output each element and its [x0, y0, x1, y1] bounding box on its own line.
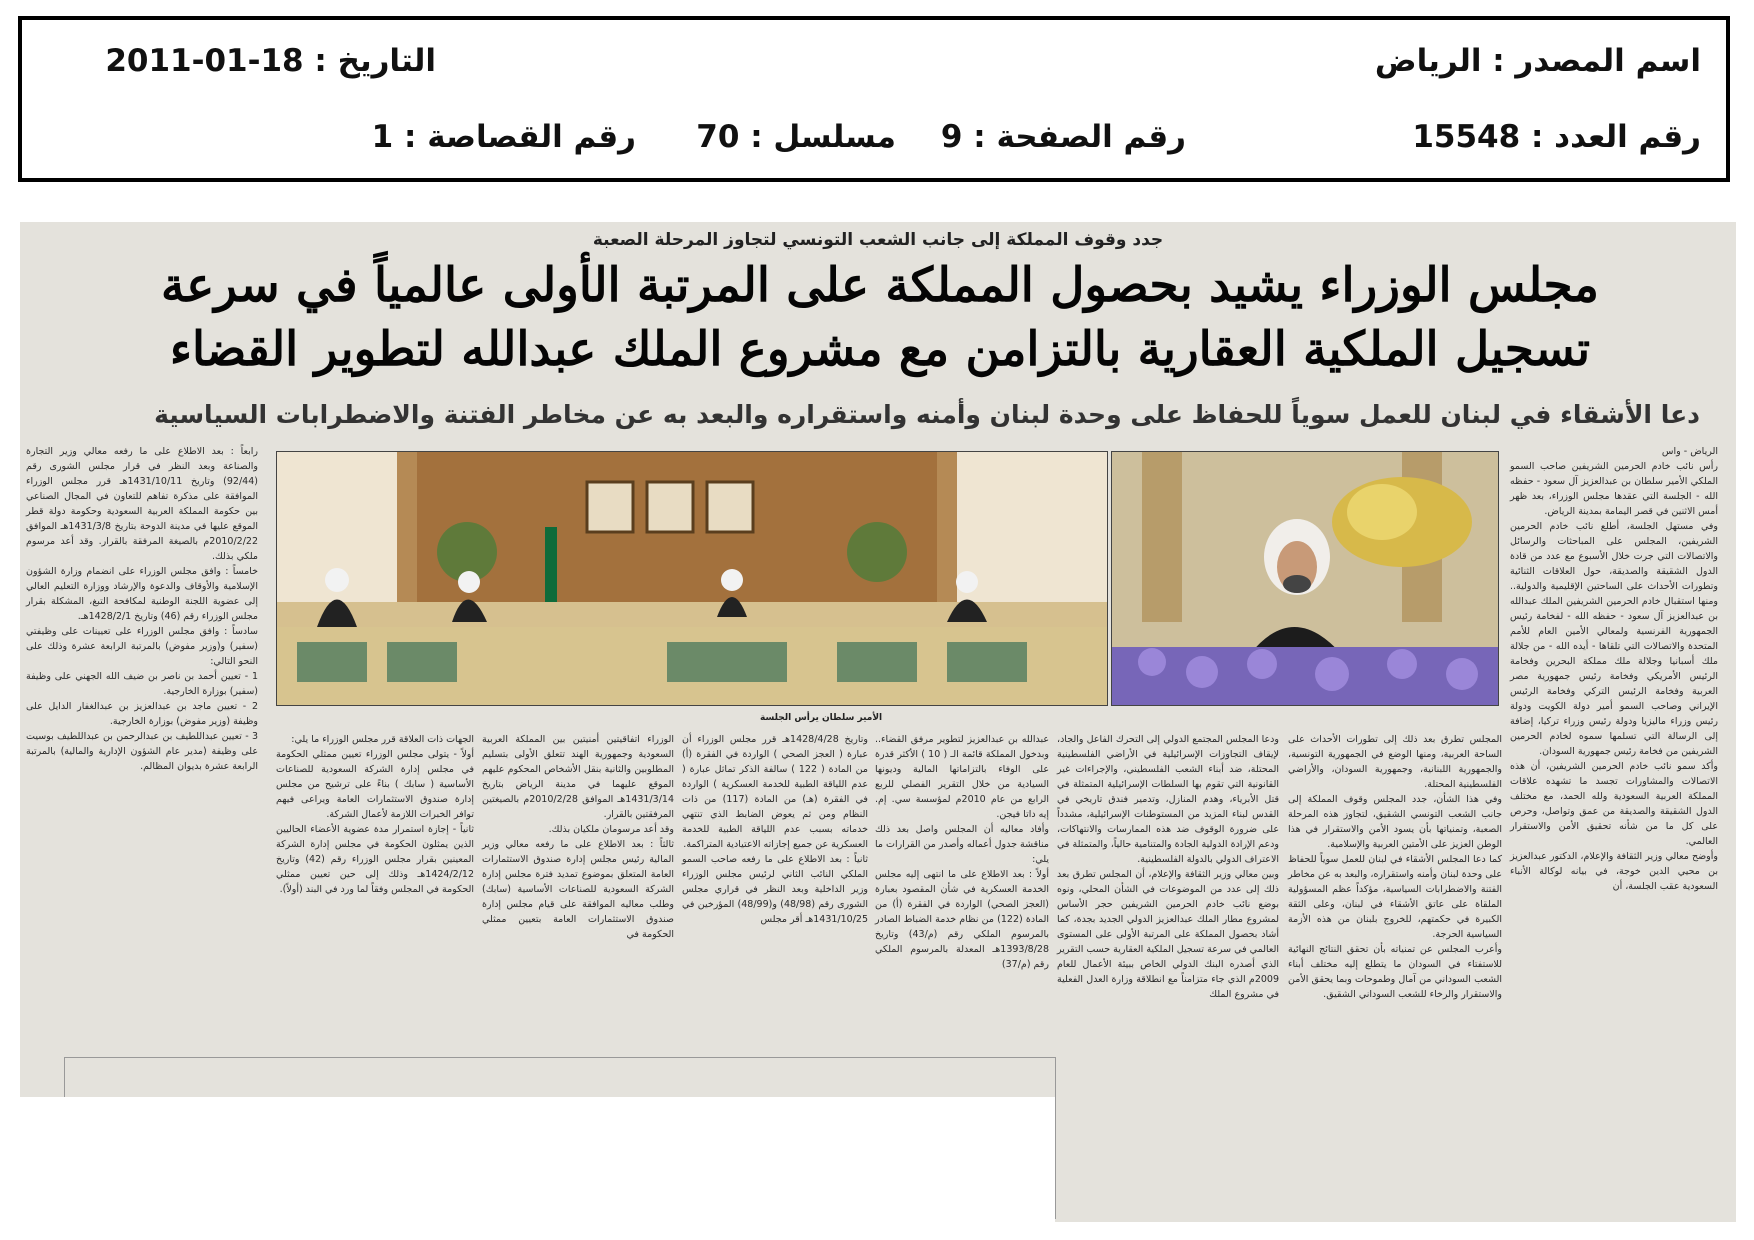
column-text: وتاريخ 1428/4/28هـ قرر مجلس الوزراء أن عبارة ( العجز الصحي ) الواردة في الفقرة (أ) من المادة ( 122 ) سالفة الذكر تماثل عبارة ( عدم اللياقة الطبية للخدمة العسكرية ) الواردة في الفقرة (هـ) من المادة (117) من ذات النظام ومن ثم يعوض الضابط الذي تنتهي خدماته بسبب عدم اللياقة الطبية للخدمة العسكرية عن جميع إجازاته الاعتيادية المتراكمة. ثانياً : بعد الاطلاع على ما رفعه صاحب السمو الملكي النائب الثاني لرئيس مجلس الوزراء وزير الداخلية وبعد النظر في قراري مجلس الشورى رقم (48/98) و(48/99) المؤرخين في 1431/10/25هـ أقر مجلس: [682, 734, 869, 925]
page-number: رقم الصفحة : 9: [940, 119, 1186, 155]
column-text: المجلس تطرق بعد ذلك إلى تطورات الأحداث على الساحة العربية، ومنها الوضع في الجمهورية التونسية، والجمهورية اللبنانية، وجمهورية السودان، والأراضي الفلسطينية المحتلة. وفي هذا الشأن، جدد المجلس وقوف المملكة إلى جانب الشعب التونسي الشقيق، لتجاوز هذه المرحلة الصعبة، وتمنياتها بأن يسود الأمن والاستقرار في هذا الوطن العزيز على الأمتين العربية والإسلامية. كما دعا المجلس الأشقاء في لبنان للعمل سوياً للحفاظ على وحدة لبنان وأمنه واستقراره، والبعد به عن مخاطر الفتنة والاضطرابات السياسية، مؤكداً عظم المسؤولية الملقاة على عاتق الأشقاء في لبنان، وعلى الثقة الكبيرة في حكمتهم، للخروج بلبنان من هذه الأزمة السياسية الحرجة. وأعرب المجلس عن تمنياته بأن تحقق النتائج النهائية للاستفتاء في السودان ما يتطلع إليه مختلف أبناء الشعب السوداني من آمال وطموحات وبما يحقق الأمن والاستقرار والرخاء للشعب السوداني الشقيق.: [1288, 734, 1502, 1000]
source-name: اسم المصدر : الرياض: [1374, 43, 1701, 79]
article-column-left: [26, 444, 258, 1042]
photo-illustration: [277, 452, 1107, 705]
article-kicker: جدد وقوف المملكة إلى جانب الشعب التونسي لتجاوز المرحلة الصعبة: [592, 230, 1164, 250]
column-text: الوزراء اتفاقيتين أمنيتين بين المملكة العربية السعودية وجمهورية الهند تتعلق الأولى بتسليم المطلوبين والثانية بنقل الأشخاص المحكوم عليهم الموقع عليهما في مدينة الرياض بتاريخ 1431/3/14هـ الموافق 2010/2/28م بالصيغتين المرفقتين بالقرار. وقد أعد مرسومان ملكيان بذلك. ثالثاً : بعد الاطلاع على ما رفعه معالي وزير المالية رئيس مجلس إدارة صندوق الاستثمارات العامة المتعلق بموضوع تمديد فترة مجلس إدارة الشركة السعودية للصناعات الأساسية (سابك) وطلب معاليه الموافقة على قيام مجلس إدارة صندوق الاستثمارات العامة بتعيين ممثلي الحكومة في: [482, 734, 674, 940]
article-column-b2: [1057, 732, 1279, 1222]
cabinet-session-photo: [276, 451, 1108, 706]
serial-number: مسلسل : 70: [696, 119, 896, 155]
headline-line-1: مجلس الوزراء يشيد بحصول المملكة على المرتبة الأولى عالمياً في سرعة: [161, 258, 1599, 313]
article-column-b6: [276, 732, 474, 1054]
column-text: رابعاً : بعد الاطلاع على ما رفعه معالي وزير التجارة والصناعة وبعد النظر في قرار مجلس الشورى رقم (92/44) وتاريخ 1431/10/11هـ قرر مجلس الوزراء الموافقة على مذكرة تفاهم للتعاون في المجال الصناعي بين حكومة المملكة العربية السعودية وحكومة دولة قطر الموقع عليها في مدينة الدوحة بتاريخ 1431/3/8هـ الموافق 2010/2/22م بالصيغة المرفقة بالقرار. وقد أعد مرسوم ملكي بذلك. خامساً : وافق مجلس الوزراء على انضمام وزارة الشؤون الإسلامية والأوقاف والدعوة والإرشاد ووزارة التعليم العالي إلى عضوية اللجنة الوطنية لمكافحة التبغ، المشكلة بقرار مجلس الوزراء رقم (46) وتاريخ 1428/2/1هـ. سادساً : وافق مجلس الوزراء على تعيينات على وظيفتي (سفير) و(وزير مفوض) بالمرتبة الرابعة عشرة وذلك على النحو التالي: 1 - تعيين أحمد بن ناصر بن ضيف الله الجهني على وظيفة (سفير) بوزارة الخارجية. 2 - تعيين ماجد بن عبدالعزيز بن عبدالغفار الدايل على وظيفة (وزير مفوض) بوزارة الخارجية. 3 - تعيين عبداللطيف بن عبدالرحمن بن عبداللطيف بوسيت على وظيفة (مدير عام الشؤون الإدارية والمالية) بالمرتبة الرابعة عشرة بديوان المظالم.: [26, 446, 259, 772]
article-column-b5: [482, 732, 674, 1054]
clipping-cutout: [20, 1097, 1055, 1240]
newspaper-clipping: [20, 222, 1736, 1222]
article-column-right: [1510, 444, 1718, 1222]
photo-illustration: [1112, 452, 1498, 705]
issue-number: رقم العدد : 15548: [1412, 119, 1701, 155]
column-text: الرياض - واس رأس نائب خادم الحرمين الشريفين صاحب السمو الملكي الأمير سلطان بن عبدالعزيز آل سعود - حفظه الله - الجلسة التي عقدها مجلس الوزراء، بعد ظهر أمس الاثنين في قصر اليمامة بمدينة الرياض. وفي مستهل الجلسة، أطلع نائب خادم الحرمين الشريفين، المجلس على المباحثات والرسائل والاتصالات التي جرت خلال الأسبوع مع عدد من قادة الدول الشقيقة والصديقة، حول العلاقات الثنائية وتطورات الأحداث على الساحتين الإقليمية والدولية.. ومنها استقبال خادم الحرمين الشريفين الملك عبدالله بن عبدالعزيز آل سعود - حفظه الله - لفخامة رئيس الجمهورية الفرنسية ولمعالي الأمين العام للأمم المتحدة والاتصالات التي تلقاها - أيده الله - من جلالة ملك أسبانيا وجلالة ملك مملكة البحرين وفخامة الرئيس الأمريكي وفخامة رئيس جمهورية مصر العربية وفخامة الرئيس التركي وفخامة الرئيس الإيراني وصاحب السمو أمير دولة الكويت ودولة رئيس وزراء ماليزيا ودولة رئيس وزراء تركيا، إضافة إلى الرسالة التي تسلمها سموه لخادم الحرمين الشريفين من فخامة رئيس جمهورية السودان. وأكد سمو نائب خادم الحرمين الشريفين، أن هذه الاتصالات والمشاورات تجسد ما تشهده علاقات المملكة العربية السعودية ولله الحمد، مع مختلف الدول الشقيقة والصديقة من عمق وتواصل، وحرص على كل ما من شأنه تحقيق الأمن والاستقرار العالمي. وأوضح معالي وزير الثقافة والإعلام، الدكتور عبدالعزيز بن محيي الدين خوجة، في بيانه لوكالة الأنباء السعودية عقب الجلسة، أن: [1510, 446, 1718, 892]
headline-line-2: تسجيل الملكية العقارية بالتزامن مع مشروع الملك عبدالله لتطوير القضاء: [169, 322, 1591, 377]
article-column-b1: [1288, 732, 1502, 1222]
column-text: عبدالله بن عبدالعزيز لتطوير مرفق القضاء.. وبدخول المملكة قائمة الـ ( 10 ) الأكثر قدرة على الوفاء بالتزاماتها المالية وديونها السيادية من خلال التقرير الفصلي للربع الرابع من عام 2010م لمؤسسة سي. إم. إيه داتا فيجن. وأفاد معاليه أن المجلس واصل بعد ذلك مناقشة جدول أعماله وأصدر من القرارات ما يلي: أولاً : بعد الاطلاع على ما انتهى إليه مجلس الخدمة العسكرية في شأن المقصود بعبارة (العجز الصحي) الواردة في الفقرة (أ) من المادة (122) من نظام خدمة الضباط الصادر بالمرسوم الملكي رقم (م/43) وتاريخ 1393/8/28هـ المعدلة بالمرسوم الملكي رقم (م/37): [875, 734, 1050, 970]
clipping-header-box: [18, 16, 1730, 182]
column-text: ودعا المجلس المجتمع الدولي إلى التحرك الفاعل والجاد، لإيقاف التجاوزات الإسرائيلية في الأراضي الفلسطينية المحتلة، ضد أبناء الشعب الفلسطيني، والإجراءات غير القانونية التي تقوم بها السلطات الإسرائيلية المتمثلة في قتل الأبرياء، وهدم المنازل، وتدمير فندق تاريخي في القدس لبناء المزيد من المستوطنات الإسرائيلية، مشدداً على ضرورة الوقوف ضد هذه الممارسات والانتهاكات، ودعم الإرادة الدولية الجادة والمتنامية حالياً، والمتمثلة في الاعتراف الدولي بالدولة الفلسطينية. وبين معالي وزير الثقافة والإعلام، أن المجلس تطرق بعد ذلك إلى عدد من الموضوعات في الشأن المحلي، ونوه بوضع نائب خادم الحرمين الشريفين حجر الأساس لمشروع مطار الملك عبدالعزيز الدولي الجديد بجدة، كما أشاد بحصول المملكة على المرتبة الأولى على المستوى العالمي في سرعة تسجيل الملكية العقارية حسب التقرير الذي أصدره البنك الدولي الخاص ببيئة الأعمال للعام 2009م الذي جاء متزامناً مع انطلاقة وزارة العدل الفعلية في مشروع الملك: [1057, 734, 1279, 1000]
clip-date: التاريخ : 18-01-2011: [105, 43, 436, 79]
article-column-b3: [875, 732, 1049, 1054]
clip-number: رقم القصاصة : 1: [371, 119, 636, 155]
article-subhead: دعا الأشقاء في لبنان للعمل سوياً للحفاظ على وحدة لبنان وأمنه واستقراره والبعد به عن مخاطر الفتنة والاضطرابات السياسية: [154, 400, 1700, 429]
photo-caption: الأمير سلطان يرأس الجلسة: [760, 713, 883, 723]
article-column-b4: [682, 732, 868, 1054]
column-text: الجهات ذات العلاقة قرر مجلس الوزراء ما يلي: أولاً - يتولى مجلس الوزراء تعيين ممثلي الحكومة في مجلس إدارة الشركة السعودية للصناعات الأساسية ( سابك ) بناءً على ترشيح من مجلس إدارة صندوق الاستثمارات العامة ويراعى فيهم توافر الخبرات اللازمة لأعمال الشركة. ثانياً - إجازة استمرار مدة عضوية الأعضاء الحاليين الذين يمثلون الحكومة في مجلس إدارة الشركة المعينين بقرار مجلس الوزراء رقم (42) وتاريخ 1424/2/12هـ وذلك إلى حين تعيين ممثلي الحكومة في المجلس وفقاً لما ورد في البند (أولاً).: [276, 734, 474, 895]
prince-portrait-photo: [1111, 451, 1499, 706]
